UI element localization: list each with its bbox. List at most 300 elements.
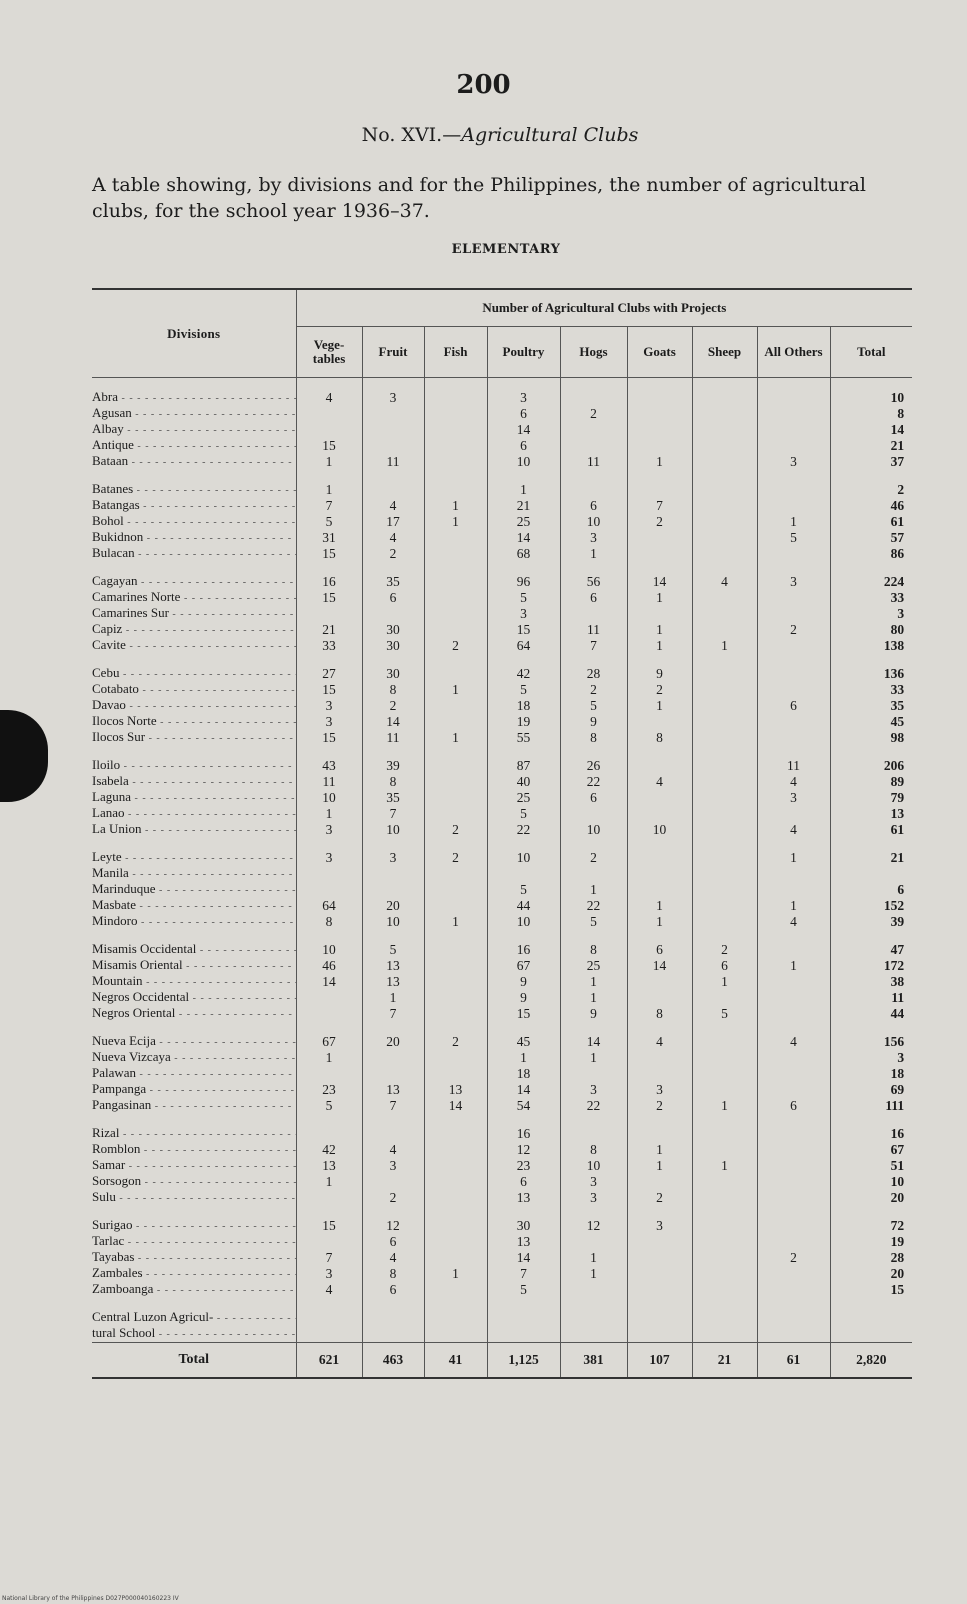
table-cell: 6 <box>487 1174 560 1190</box>
table-cell: 11 <box>757 758 830 774</box>
table-cell: 1 <box>560 1250 627 1266</box>
table-cell: 15 <box>296 1218 362 1234</box>
table-row <box>92 606 912 622</box>
table-cell <box>627 1066 692 1082</box>
table-cell: 39 <box>362 758 424 774</box>
total-cell: 381 <box>560 1343 627 1379</box>
table-cell: 14 <box>627 574 692 590</box>
division-name: Mindoro - - - <box>92 914 296 930</box>
table-cell: 15 <box>296 546 362 562</box>
total-cell: 2,820 <box>830 1343 912 1379</box>
table-cell <box>830 1326 912 1343</box>
group-spacer <box>92 838 912 850</box>
table-cell: 13 <box>487 1190 560 1206</box>
table-cell <box>692 1266 757 1282</box>
table-cell: 3 <box>560 530 627 546</box>
table-cell: 11 <box>830 990 912 1006</box>
table-cell: 22 <box>560 898 627 914</box>
table-cell <box>296 406 362 422</box>
table-cell: 47 <box>830 942 912 958</box>
table-cell <box>627 1310 692 1326</box>
division-name: La Union - - - <box>92 822 296 838</box>
table-cell <box>424 590 487 606</box>
table-row <box>92 666 912 682</box>
table-cell: 1 <box>757 958 830 974</box>
table-cell: 1 <box>362 990 424 1006</box>
table-cell: 46 <box>296 958 362 974</box>
table-cell: 3 <box>296 850 362 866</box>
table-cell <box>757 882 830 898</box>
table-cell: 8 <box>627 730 692 746</box>
table-cell <box>424 1158 487 1174</box>
table-cell: 152 <box>830 898 912 914</box>
table-row <box>92 974 912 990</box>
table-cell: 26 <box>560 758 627 774</box>
table-cell: 20 <box>362 898 424 914</box>
group-spacer <box>92 1206 912 1218</box>
table-cell: 61 <box>830 514 912 530</box>
total-cell: 107 <box>627 1343 692 1379</box>
table-cell: 8 <box>296 914 362 930</box>
division-name: Cebu - - - <box>92 666 296 682</box>
column-header: Total <box>830 327 912 378</box>
table-cell: 1 <box>692 1158 757 1174</box>
table-cell: 87 <box>487 758 560 774</box>
table-cell: 10 <box>487 914 560 930</box>
column-header: Hogs <box>560 327 627 378</box>
table-cell: 8 <box>627 1006 692 1022</box>
table-cell <box>362 882 424 898</box>
table-cell: 3 <box>487 378 560 407</box>
table-cell <box>362 422 424 438</box>
table-cell: 31 <box>296 530 362 546</box>
division-name: Central Luzon Agricul- - - - <box>92 1310 296 1326</box>
table-cell: 1 <box>692 1098 757 1114</box>
table-cell <box>692 714 757 730</box>
page-edge-shadow <box>0 710 48 802</box>
table-cell: 1 <box>560 990 627 1006</box>
table-row <box>92 1282 912 1298</box>
table-cell <box>692 790 757 806</box>
table-cell: 56 <box>560 574 627 590</box>
table-cell: 11 <box>560 622 627 638</box>
table-cell <box>424 1066 487 1082</box>
table-cell <box>560 606 627 622</box>
division-name: Zamboanga - - - <box>92 1282 296 1298</box>
table-row <box>92 682 912 698</box>
table-cell: 20 <box>830 1266 912 1282</box>
division-name: Surigao - - - <box>92 1218 296 1234</box>
table-cell <box>627 1234 692 1250</box>
table-cell <box>757 974 830 990</box>
table-cell: 1 <box>487 1050 560 1066</box>
table-cell: 1 <box>424 514 487 530</box>
table-cell <box>757 1174 830 1190</box>
table-cell <box>424 990 487 1006</box>
table-cell <box>627 422 692 438</box>
table-cell <box>692 774 757 790</box>
table-cell: 1 <box>692 638 757 654</box>
table-cell <box>627 1174 692 1190</box>
table-cell <box>757 1158 830 1174</box>
table-cell <box>487 1310 560 1326</box>
division-name: Negros Occidental - - - <box>92 990 296 1006</box>
table-cell <box>692 1282 757 1298</box>
table-cell <box>757 730 830 746</box>
table-cell: 4 <box>362 498 424 514</box>
table-cell: 10 <box>560 514 627 530</box>
table-cell: 14 <box>487 530 560 546</box>
table-cell <box>692 622 757 638</box>
table-cell: 8 <box>560 1142 627 1158</box>
table-cell: 1 <box>424 498 487 514</box>
title-italic: Agricultural Clubs <box>461 124 639 146</box>
table-cell <box>296 1066 362 1082</box>
table-row <box>92 714 912 730</box>
table-cell: 30 <box>487 1218 560 1234</box>
table-cell: 2 <box>424 638 487 654</box>
table-cell: 61 <box>830 822 912 838</box>
table-cell <box>362 482 424 498</box>
table-cell <box>757 638 830 654</box>
group-spacer <box>92 470 912 482</box>
division-name: Antique - - - <box>92 438 296 454</box>
table-cell: 12 <box>362 1218 424 1234</box>
table-cell: 33 <box>830 590 912 606</box>
table-cell: 30 <box>362 666 424 682</box>
table-cell <box>692 822 757 838</box>
table-cell <box>692 454 757 470</box>
table-cell <box>424 1250 487 1266</box>
table-cell: 4 <box>757 822 830 838</box>
table-cell: 14 <box>487 1082 560 1098</box>
table-cell: 15 <box>296 590 362 606</box>
division-name: Romblon - - - <box>92 1142 296 1158</box>
table-cell: 3 <box>830 1050 912 1066</box>
division-name: Masbate - - - <box>92 898 296 914</box>
table-cell <box>424 1126 487 1142</box>
table-cell: 2 <box>627 1190 692 1206</box>
table-row <box>92 882 912 898</box>
table-cell: 2 <box>627 514 692 530</box>
table-row <box>92 1050 912 1066</box>
table-cell: 35 <box>830 698 912 714</box>
table-cell: 1 <box>627 454 692 470</box>
table-cell: 3 <box>627 1082 692 1098</box>
table-cell: 2 <box>830 482 912 498</box>
table-cell: 10 <box>362 822 424 838</box>
table-cell <box>296 422 362 438</box>
table-cell <box>627 974 692 990</box>
table-cell <box>627 1050 692 1066</box>
table-cell: 8 <box>362 682 424 698</box>
table-cell: 1 <box>296 806 362 822</box>
table-cell <box>757 1142 830 1158</box>
table-row <box>92 1266 912 1282</box>
table-cell <box>692 378 757 407</box>
table-cell: 2 <box>692 942 757 958</box>
table-cell: 1 <box>627 914 692 930</box>
table-cell <box>692 1250 757 1266</box>
table-cell: 136 <box>830 666 912 682</box>
table-cell: 1 <box>424 682 487 698</box>
table-cell: 79 <box>830 790 912 806</box>
table-cell: 30 <box>362 638 424 654</box>
table-row <box>92 1174 912 1190</box>
total-cell: 621 <box>296 1343 362 1379</box>
table-cell: 111 <box>830 1098 912 1114</box>
table-cell: 15 <box>296 730 362 746</box>
table-cell: 11 <box>296 774 362 790</box>
table-cell: 14 <box>362 714 424 730</box>
table-cell <box>627 546 692 562</box>
table-cell: 21 <box>296 622 362 638</box>
table-cell <box>424 1142 487 1158</box>
table-row <box>92 546 912 562</box>
table-cell <box>627 606 692 622</box>
table-cell: 156 <box>830 1034 912 1050</box>
table-cell <box>560 1282 627 1298</box>
table-cell <box>362 1050 424 1066</box>
column-header: All Others <box>757 327 830 378</box>
table-cell: 3 <box>560 1082 627 1098</box>
table-cell: 10 <box>830 378 912 407</box>
division-name: Batangas - - - <box>92 498 296 514</box>
table-row <box>92 1098 912 1114</box>
table-cell: 14 <box>627 958 692 974</box>
table-cell <box>692 1174 757 1190</box>
table-cell <box>560 1234 627 1250</box>
table-cell: 64 <box>296 898 362 914</box>
table-cell: 1 <box>627 698 692 714</box>
table-cell <box>296 1326 362 1343</box>
table-cell <box>296 1126 362 1142</box>
table-cell: 15 <box>487 1006 560 1022</box>
table-cell: 51 <box>830 1158 912 1174</box>
division-name: Lanao - - - <box>92 806 296 822</box>
table-cell: 39 <box>830 914 912 930</box>
table-cell: 42 <box>296 1142 362 1158</box>
table-row <box>92 1034 912 1050</box>
table-cell: 10 <box>627 822 692 838</box>
total-row <box>92 1343 912 1379</box>
division-name: Nueva Vizcaya - - - <box>92 1050 296 1066</box>
table-row <box>92 758 912 774</box>
table-cell: 44 <box>830 1006 912 1022</box>
table-cell: 14 <box>830 422 912 438</box>
table-cell: 14 <box>487 1250 560 1266</box>
table-row <box>92 1082 912 1098</box>
table-cell: 43 <box>296 758 362 774</box>
table-cell: 6 <box>627 942 692 958</box>
table-cell <box>424 454 487 470</box>
division-name: Marinduque - - - <box>92 882 296 898</box>
table-cell <box>757 406 830 422</box>
table-cell <box>627 806 692 822</box>
table-cell: 4 <box>692 574 757 590</box>
table-cell <box>424 1050 487 1066</box>
table-cell: 17 <box>362 514 424 530</box>
table-cell: 21 <box>487 498 560 514</box>
table-cell <box>692 1218 757 1234</box>
table-row <box>92 406 912 422</box>
table-cell: 3 <box>362 1158 424 1174</box>
table-row <box>92 1234 912 1250</box>
table-cell <box>692 1066 757 1082</box>
table-cell <box>560 1126 627 1142</box>
table-cell <box>757 1326 830 1343</box>
table-cell <box>560 482 627 498</box>
table-cell <box>627 482 692 498</box>
table-cell <box>627 406 692 422</box>
table-cell <box>627 758 692 774</box>
table-cell: 2 <box>362 546 424 562</box>
table-cell <box>424 866 487 882</box>
table-cell <box>692 1126 757 1142</box>
table-cell <box>692 698 757 714</box>
table-cell: 2 <box>424 822 487 838</box>
table-cell <box>362 1174 424 1190</box>
table-row <box>92 914 912 930</box>
table-cell <box>757 866 830 882</box>
table-cell: 1 <box>627 622 692 638</box>
table-cell: 13 <box>296 1158 362 1174</box>
table-cell <box>362 1326 424 1343</box>
table-description: A table showing, by divisions and for the Philippines, the number of agricultural clubs, for the school year 1936–37. <box>92 174 866 222</box>
table-row <box>92 574 912 590</box>
table-cell: 12 <box>560 1218 627 1234</box>
table-cell: 8 <box>830 406 912 422</box>
table-row <box>92 790 912 806</box>
table-cell: 16 <box>487 1126 560 1142</box>
table-cell <box>692 514 757 530</box>
table-cell <box>692 406 757 422</box>
table-row <box>92 822 912 838</box>
table-cell: 5 <box>487 682 560 698</box>
total-cell: 41 <box>424 1343 487 1379</box>
division-name: Cotabato - - - <box>92 682 296 698</box>
table-cell: 1 <box>487 482 560 498</box>
table-cell: 6 <box>487 438 560 454</box>
table-cell <box>560 806 627 822</box>
table-cell: 1 <box>757 898 830 914</box>
table-cell <box>692 806 757 822</box>
table-cell <box>757 1082 830 1098</box>
table-row <box>92 378 912 407</box>
group-spacer <box>92 1298 912 1310</box>
table-cell: 30 <box>362 622 424 638</box>
table-cell <box>757 682 830 698</box>
table-cell <box>692 898 757 914</box>
table-cell: 1 <box>627 638 692 654</box>
table-cell <box>424 546 487 562</box>
table-cell <box>692 990 757 1006</box>
table-cell: 9 <box>560 1006 627 1022</box>
table-cell <box>424 898 487 914</box>
table-cell: 3 <box>296 822 362 838</box>
table-row <box>92 638 912 654</box>
table-cell <box>296 990 362 1006</box>
table-cell: 2 <box>424 850 487 866</box>
table-cell <box>830 1310 912 1326</box>
table-cell: 2 <box>424 1034 487 1050</box>
table-cell: 1 <box>560 1050 627 1066</box>
table-cell: 11 <box>362 454 424 470</box>
table-cell: 15 <box>487 622 560 638</box>
table-cell <box>692 850 757 866</box>
table-cell: 40 <box>487 774 560 790</box>
table-cell <box>560 422 627 438</box>
table-cell <box>692 1050 757 1066</box>
table-cell: 5 <box>487 590 560 606</box>
table-cell: 35 <box>362 790 424 806</box>
table-cell <box>692 730 757 746</box>
table-cell: 89 <box>830 774 912 790</box>
table-cell: 4 <box>296 378 362 407</box>
table-cell <box>424 758 487 774</box>
division-name: Cavite - - - <box>92 638 296 654</box>
table-cell: 21 <box>830 438 912 454</box>
table-cell <box>362 1066 424 1082</box>
table-cell: 13 <box>487 1234 560 1250</box>
column-header: Sheep <box>692 327 757 378</box>
table-cell <box>692 606 757 622</box>
table-cell <box>692 1234 757 1250</box>
table-row <box>92 482 912 498</box>
table-cell <box>757 1234 830 1250</box>
table-cell: 9 <box>487 990 560 1006</box>
table-cell <box>296 1006 362 1022</box>
table-cell <box>424 1006 487 1022</box>
table-cell: 54 <box>487 1098 560 1114</box>
table-cell: 10 <box>560 1158 627 1174</box>
division-name: Pangasinan - - - <box>92 1098 296 1114</box>
table-cell: 11 <box>362 730 424 746</box>
group-spacer <box>92 1114 912 1126</box>
table-cell: 9 <box>487 974 560 990</box>
table-cell <box>692 438 757 454</box>
table-cell: 12 <box>487 1142 560 1158</box>
table-cell <box>487 866 560 882</box>
table-cell: 38 <box>830 974 912 990</box>
table-row <box>92 958 912 974</box>
table-row <box>92 698 912 714</box>
table-cell <box>692 1082 757 1098</box>
table-cell <box>362 1310 424 1326</box>
table-cell: 1 <box>692 974 757 990</box>
table-cell <box>424 698 487 714</box>
table-row <box>92 454 912 470</box>
table-cell <box>424 790 487 806</box>
table-cell <box>627 990 692 1006</box>
table-cell <box>296 1234 362 1250</box>
table-cell <box>757 606 830 622</box>
table-cell: 3 <box>362 378 424 407</box>
table-cell: 3 <box>296 1266 362 1282</box>
table-cell: 2 <box>362 698 424 714</box>
table-cell: 3 <box>296 698 362 714</box>
table-cell: 2 <box>757 622 830 638</box>
table-cell: 98 <box>830 730 912 746</box>
table-cell: 3 <box>757 790 830 806</box>
table-cell: 6 <box>362 1234 424 1250</box>
group-spacer <box>92 562 912 574</box>
table-cell: 5 <box>560 698 627 714</box>
division-name: Nueva Ecija - - - <box>92 1034 296 1050</box>
table-row <box>92 590 912 606</box>
table-cell <box>627 850 692 866</box>
table-cell <box>627 714 692 730</box>
